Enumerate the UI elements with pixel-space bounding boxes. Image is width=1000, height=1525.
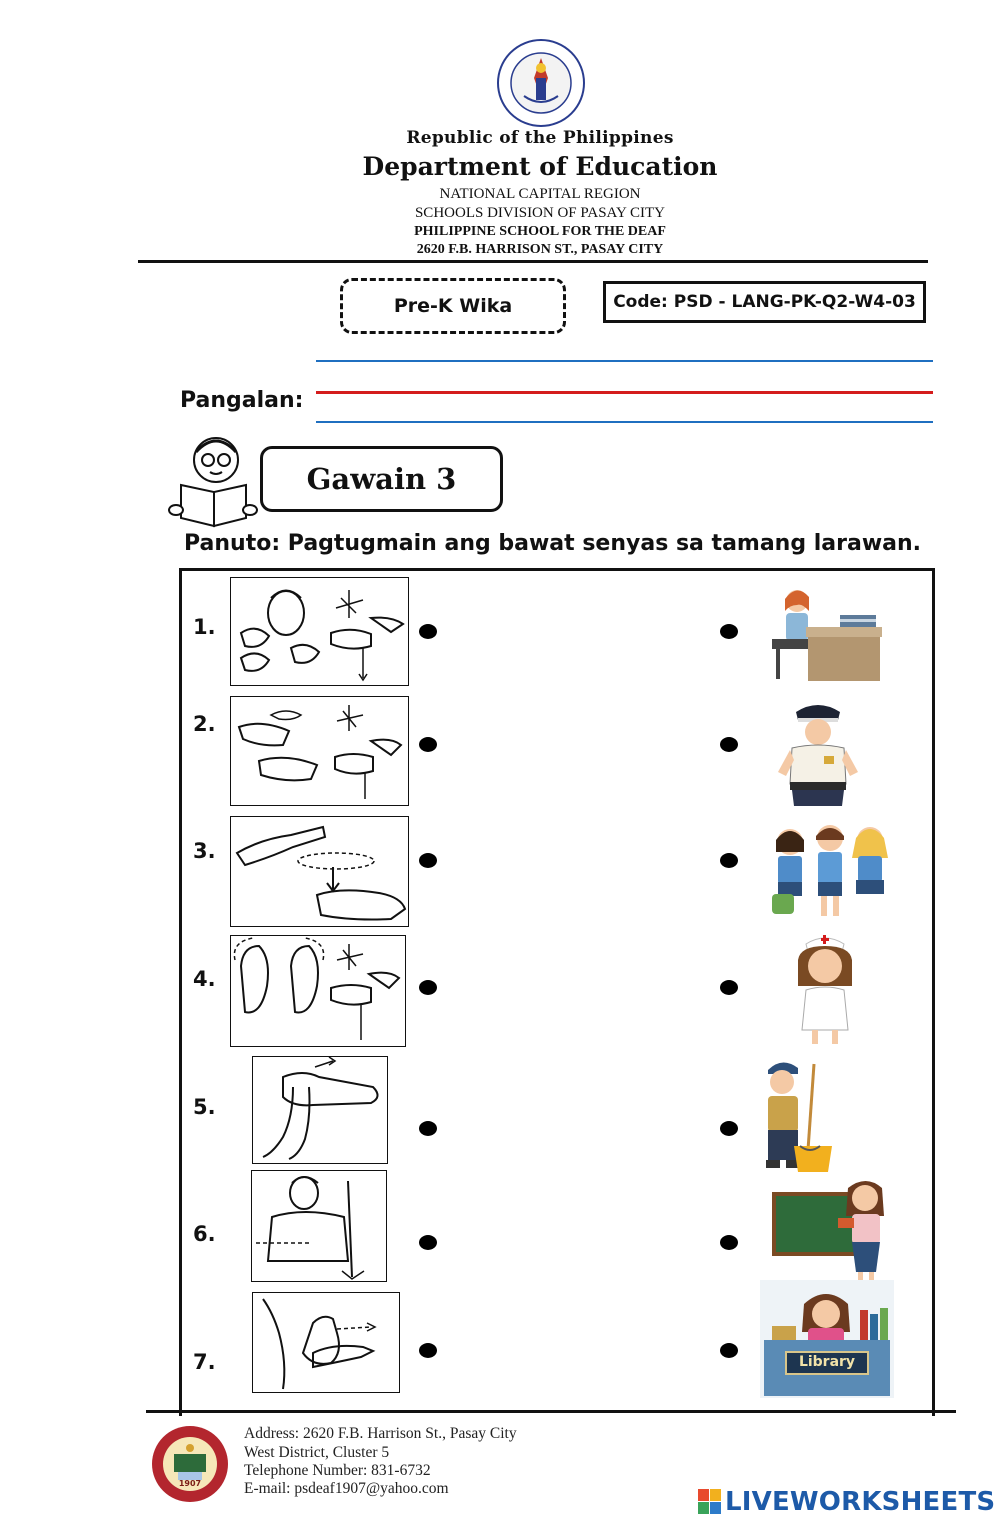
- footer-address: Address: 2620 F.B. Harrison St., Pasay City: [244, 1425, 517, 1442]
- liveworksheets-logo[interactable]: [698, 1487, 995, 1517]
- match-dot-right[interactable]: [720, 980, 738, 995]
- child-reading-icon: [166, 430, 260, 530]
- office-worker-at-desk-icon: [762, 583, 884, 683]
- footer-telephone: Telephone Number: 831-6732: [244, 1462, 431, 1479]
- republic-heading: Republic of the Philippines: [406, 128, 674, 148]
- subject-box: Pre-K Wika: [340, 278, 566, 334]
- match-dot-left[interactable]: [419, 624, 437, 639]
- match-dot-left[interactable]: [419, 1343, 437, 1358]
- library-sign: Library: [798, 1354, 856, 1370]
- school-line: PHILIPPINE SCHOOL FOR THE DEAF: [414, 224, 666, 239]
- division-line: SCHOOLS DIVISION OF PASAY CITY: [414, 205, 666, 221]
- department-heading: Department of Education: [362, 152, 718, 181]
- deped-seal-icon: [496, 38, 586, 128]
- name-guide-middle: [316, 391, 933, 394]
- match-dot-left[interactable]: [419, 1235, 437, 1250]
- match-dot-right[interactable]: [720, 1235, 738, 1250]
- match-dot-right[interactable]: [720, 853, 738, 868]
- item-number: 1.: [193, 615, 216, 639]
- sign-hand-over-hand-icon: [252, 1056, 388, 1164]
- item-number: 3.: [193, 839, 216, 863]
- sign-person-sweeping-icon: [251, 1170, 387, 1282]
- brand-name: LIVEWORKSHEETS: [725, 1487, 996, 1517]
- footer-email: E-mail: psdeaf1907@yahoo.com: [244, 1480, 449, 1497]
- liveworksheets-badge-icon: [698, 1489, 722, 1515]
- nurse-icon: [790, 930, 860, 1046]
- activity-title: Gawain 3: [260, 446, 503, 512]
- match-dot-left[interactable]: [419, 737, 437, 752]
- match-dot-right[interactable]: [720, 737, 738, 752]
- seal-year: 1907: [178, 1479, 202, 1488]
- item-number: 2.: [193, 712, 216, 736]
- name-guide-bottom: [316, 421, 933, 423]
- match-dot-right[interactable]: [720, 1343, 738, 1358]
- match-dot-left[interactable]: [419, 1121, 437, 1136]
- sign-hand-circle-icon: [230, 816, 409, 927]
- item-number: 5.: [193, 1095, 216, 1119]
- name-guide-top: [316, 360, 933, 362]
- item-number: 6.: [193, 1222, 216, 1246]
- item-number: 4.: [193, 967, 216, 991]
- police-officer-icon: [772, 698, 864, 806]
- name-label: Pangalan:: [180, 388, 304, 413]
- code-box: Code: PSD - LANG-PK-Q2-W4-03: [603, 281, 926, 323]
- sign-hands-face-icon: [230, 577, 409, 686]
- sign-hands-raised-icon: [230, 935, 406, 1047]
- footer-district: West District, Cluster 5: [244, 1444, 390, 1461]
- header-divider: [138, 260, 928, 263]
- match-dot-left[interactable]: [419, 853, 437, 868]
- instructions: Panuto: Pagtugmain ang bawat senyas sa tamang larawan.: [184, 531, 922, 556]
- sign-hands-tapping-icon: [230, 696, 409, 806]
- school-seal-icon: [150, 1424, 230, 1504]
- janitor-mopping-icon: [760, 1054, 840, 1176]
- item-number: 7.: [193, 1350, 216, 1374]
- match-dot-left[interactable]: [419, 980, 437, 995]
- sign-hand-pointing-icon: [252, 1292, 400, 1393]
- address-line: 2620 F.B. HARRISON ST., PASAY CITY: [416, 242, 664, 257]
- region-line: NATIONAL CAPITAL REGION: [439, 186, 641, 202]
- match-dot-right[interactable]: [720, 624, 738, 639]
- librarian-icon: [760, 1280, 894, 1398]
- footer-divider: [146, 1410, 956, 1413]
- match-dot-right[interactable]: [720, 1121, 738, 1136]
- students-group-icon: [766, 818, 894, 924]
- teacher-at-chalkboard-icon: [772, 1176, 890, 1280]
